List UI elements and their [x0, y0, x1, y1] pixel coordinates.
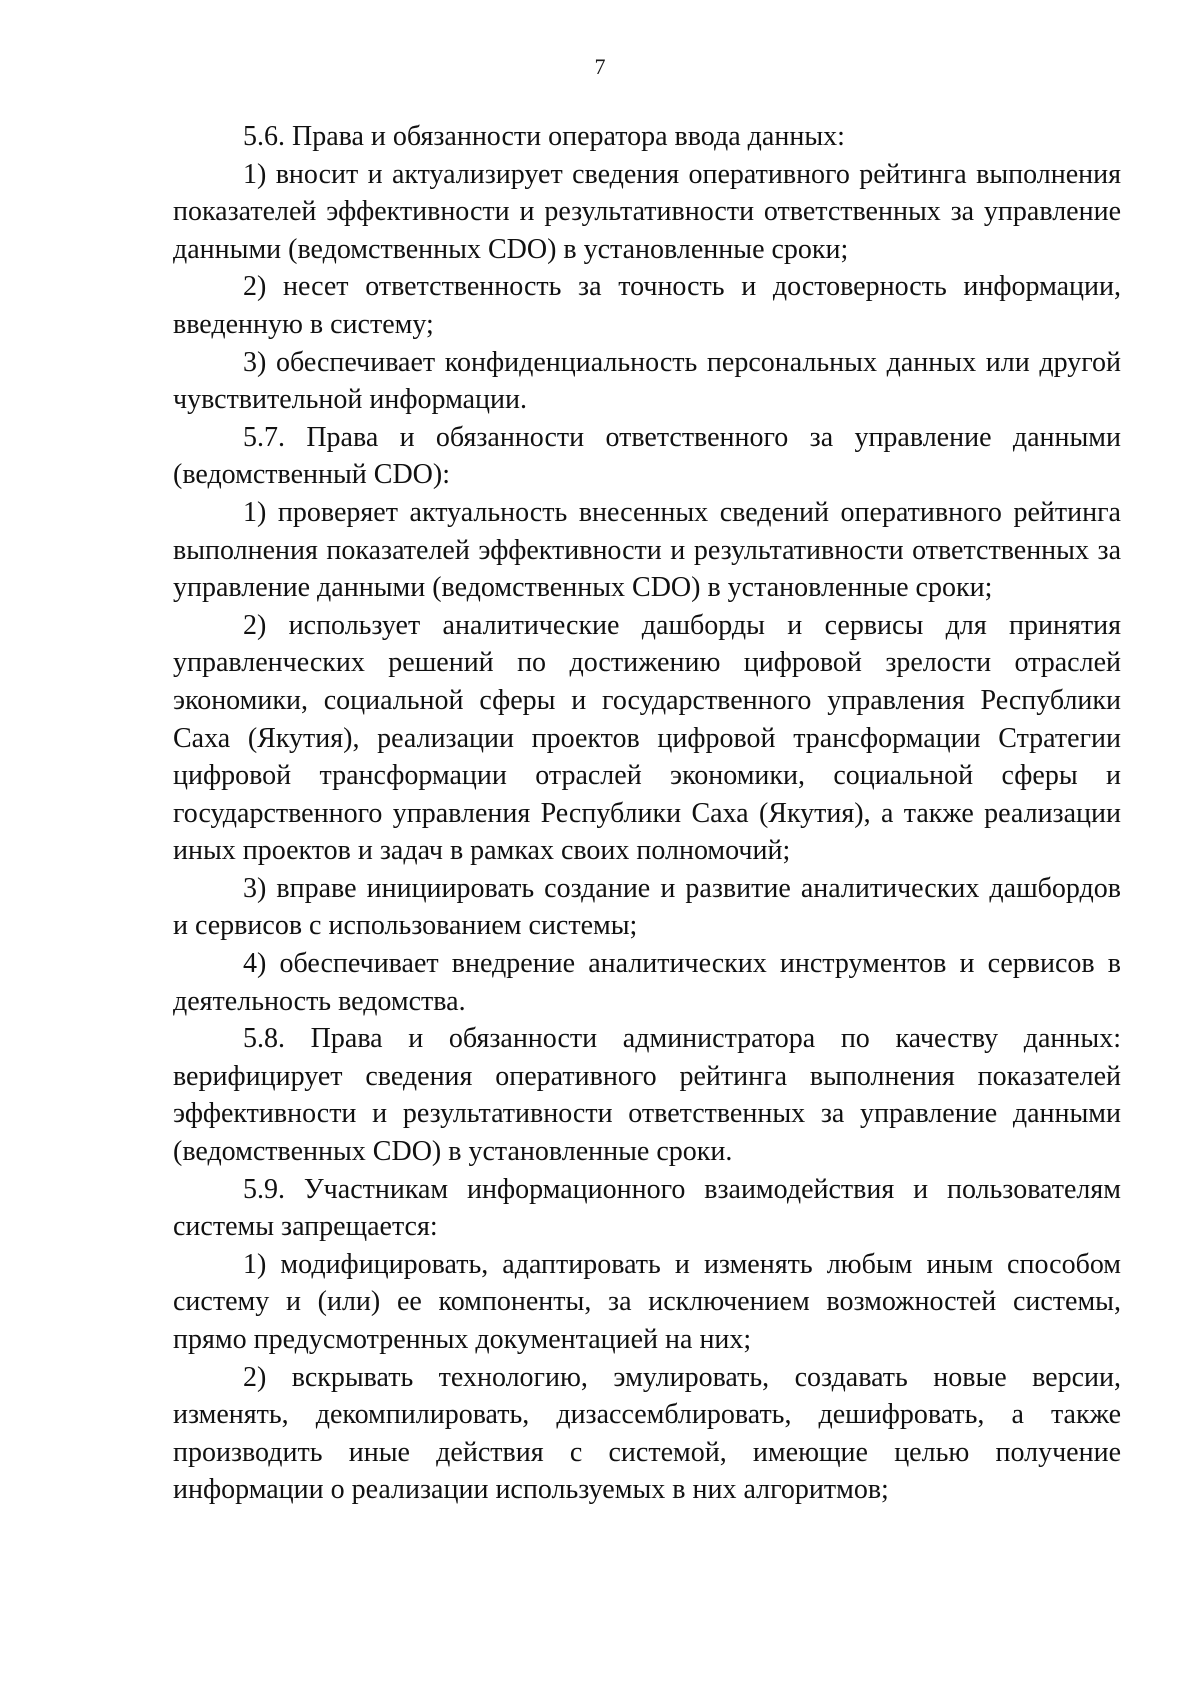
section-5-9-item-1: 1) модифицировать, адаптировать и изменять любым иным способом систему и (или) ее компоненты, за исключением возможностей системы, прямо предусмотренных документацией на них;	[173, 1248, 1121, 1355]
page-number: 7	[594, 54, 606, 79]
section-5-6-item-3: 3) обеспечивает конфиденциальность персональных данных или другой чувствительной информации.	[173, 346, 1121, 416]
section-5-7-item-1: 1) проверяет актуальность внесенных сведений оперативного рейтинга выполнения показателей эффективности и результативности ответственных за управление данными (ведомственных CDO) в установленные сроки;	[173, 496, 1121, 604]
section-5-7-item-4: 4) обеспечивает внедрение аналитических инструментов и сервисов в деятельность ведомства.	[173, 948, 1121, 1017]
section-5-9-heading: 5.9. Участникам информационного взаимодействия и пользователям системы запрещается:	[173, 1173, 1121, 1243]
section-5-6-item-2: 2) несет ответственность за точность и достоверность информации, введенную в систему;	[173, 271, 1121, 340]
section-5-8-paragraph: 5.8. Права и обязанности администратора по качеству данных: верифицирует сведения оперативного рейтинга выполнения показателей эффективности и результативности ответственных за управление данными (ведомственных CDO) в установленные сроки.	[173, 1023, 1121, 1168]
section-5-7-item-3: 3) вправе инициировать создание и развитие аналитических дашбордов и сервисов с использованием системы;	[173, 872, 1121, 942]
section-5-7-heading: 5.7. Права и обязанности ответственного за управление данными (ведомственный CDO):	[173, 421, 1121, 491]
section-5-9-item-2: 2) вскрывать технологию, эмулировать, создавать новые версии, изменять, декомпилировать, дизассемблировать, дешифровать, а также производить иные действия с системой, имеющие целью получение информации о реализации используемых в них алгоритмов;	[173, 1361, 1121, 1506]
section-5-6-heading: 5.6. Права и обязанности оператора ввода данных:	[243, 121, 845, 152]
section-5-6-item-1: 1) вносит и актуализирует сведения оперативного рейтинга выполнения показателей эффективности и результативности ответственных за управление данными (ведомственных CDO) в установленные сроки;	[173, 158, 1121, 265]
section-5-7-item-2: 2) использует аналитические дашборды и сервисы для принятия управленческих решений по достижению цифровой зрелости отраслей экономики, социальной сферы и государственного управления Республики Саха (Якутия), реализации проектов цифровой трансформации Стратегии цифровой трансформации отраслей экономики, социальной сферы и государственного управления Республики Саха (Якутия), а также реализации иных проектов и задач в рамках своих полномочий;	[173, 609, 1121, 867]
document-body	[173, 118, 1121, 1509]
